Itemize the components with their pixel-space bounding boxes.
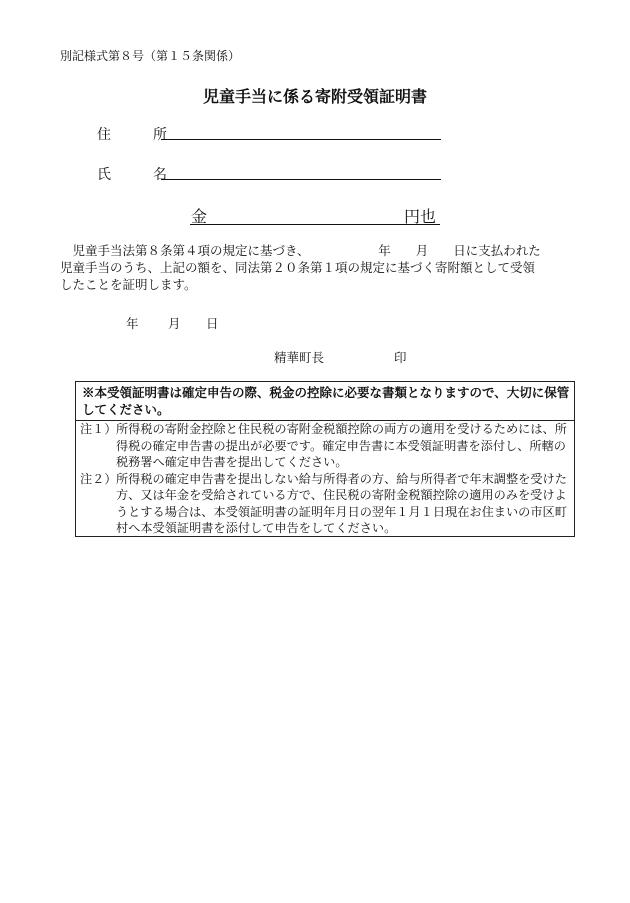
date-day: 日 (206, 316, 219, 331)
amount-field[interactable] (190, 224, 440, 225)
notice-heading: ※本受領証明書は確定申告の際、税金の控除に必要な書類となりますので、大切に保管してください。 (76, 382, 574, 421)
note-text: 所得税の寄附金控除と住民税の寄附金税額控除の両方の適用を受けるためには、所得税の確定申告書の提出が必要です。確定申告書に本受領証明書を添付し、所轄の税務署へ確定申告書を提出してください。 (116, 422, 567, 469)
page-title: 児童手当に係る寄附受領証明書 (202, 87, 427, 106)
address-field[interactable] (161, 139, 441, 140)
note-text: 所得税の確定申告書を提出しない給与所得者の方、給与所得者で年末調整を受けた方、又は年金を受給されている方で、住民税の寄附金税額控除の適用のみを受けようとする場合は、本受領証明書の証明年月日の翌年１月１日現在お住まいの市区町村へ本受領証明書を添付して申告をしてください。 (116, 471, 567, 535)
date-month: 月 (168, 316, 181, 331)
body-line-2: 児童手当のうち、上記の額を、同法第２０条第１項の規定に基づく寄附額として受領 (60, 260, 536, 275)
notice-box (75, 381, 575, 537)
certification-text (60, 242, 572, 293)
body-line-1: 児童手当法第８条第４項の規定に基づき、 年 月 日に支払われた (60, 243, 541, 258)
note-item (76, 471, 574, 537)
address-label: 住 所 (97, 127, 181, 143)
body-line-3: したことを証明します。 (60, 277, 197, 292)
date-year: 年 (126, 316, 139, 331)
note-item (76, 421, 574, 471)
form-number: 別記様式第８号（第１５条関係） (60, 49, 241, 63)
note-label: 注２） (80, 471, 117, 486)
note-label: 注１） (80, 422, 117, 436)
seal-mark: 印 (394, 350, 407, 365)
name-field[interactable] (161, 179, 441, 180)
issuer-title: 精華町長 (274, 350, 325, 365)
name-label: 氏 名 (97, 167, 181, 183)
amount-prefix: 金 (191, 207, 208, 226)
amount-suffix: 円也 (404, 207, 437, 226)
